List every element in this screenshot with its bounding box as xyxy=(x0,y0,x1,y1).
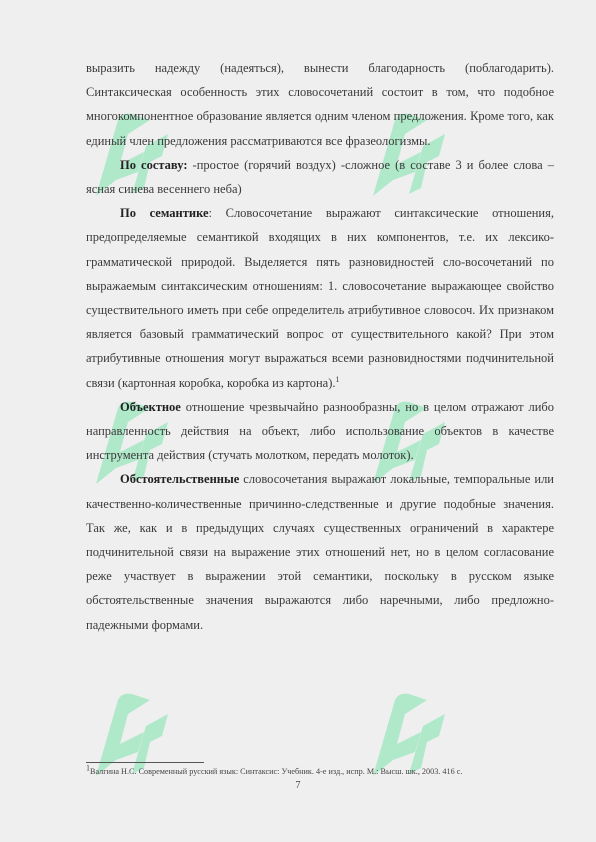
paragraph-circumstantial-text: словосочетания выражают локальные, темпоральные или качественно-количественные причинно-следственные и другие подобные значения. Так же, как и в предыдущих случаях существенных ограничений в характере подчинительной связи на выражение этих отношений нет, но в целом согласование реже участвует в выражении этой семантики, поскольку в русском языке обстоятельственные значения выражаются либо наречными, либо предложно-падежными формами. xyxy=(86,472,554,632)
page-number: 7 xyxy=(295,780,301,791)
paragraph-object xyxy=(86,395,554,468)
footnote-mark: 1 xyxy=(86,763,90,773)
paragraph-semantics xyxy=(86,201,554,395)
footnote xyxy=(86,763,556,777)
footnote-reference[interactable]: 1 xyxy=(335,374,340,384)
paragraph-composition xyxy=(86,153,554,201)
paragraph-semantics-text: : Словосочетание выражают синтаксические отношения, предопределяемые семантикой входящих в них компонентов, т.е. их лексико-грамматической природой. Выделяется пять разновидностей сло-восочетаний по выражаемым синтаксическим отношениям: 1. словосочетание выражающее свойство существительного иметь при себе определитель атрибутивное словосоч. Их признаком является базовый грамматический вопрос от существительного какой? При этом атрибутивные отношения могут выражаться всеми разновидностями подчинительной связи (картонная коробка, коробка из картона). xyxy=(86,206,554,390)
paragraph-object-text: отношение чрезвычайно разнообразны, но в целом отражают либо направленность действия на объект, либо использование объектов в качестве инструмента действия (стучать молотком, передать молоток). xyxy=(86,399,554,463)
paragraph-composition-text: -простое (горячий воздух) -сложное (в составе 3 и более слова – ясная синева весеннего неба) xyxy=(86,157,555,197)
paragraph-continuation: выразить надежду (надеяться), вынести благодарность (поблагодарить). Синтаксическая особенность этих словосочетаний состоит в том, что подобное многокомпонентное образование является одним членом предложения. Кроме того, как единый член предложения рассматриваются все фразеологизмы. xyxy=(86,61,554,148)
term-by-semantics: По семантике xyxy=(120,206,209,221)
footnote-divider xyxy=(86,762,204,763)
term-object: Объектное xyxy=(120,399,181,414)
body-text xyxy=(86,56,554,637)
footnote-text: Валгина Н.С. Современный русский язык: Синтаксис: Учебник. 4-е изд., испр. М.: Высш. шк., 2003. 416 с. xyxy=(90,767,463,776)
paragraph-circumstantial xyxy=(86,467,554,636)
term-circumstantial: Обстоятельственные xyxy=(120,472,240,487)
term-by-composition: По составу: xyxy=(120,157,188,172)
